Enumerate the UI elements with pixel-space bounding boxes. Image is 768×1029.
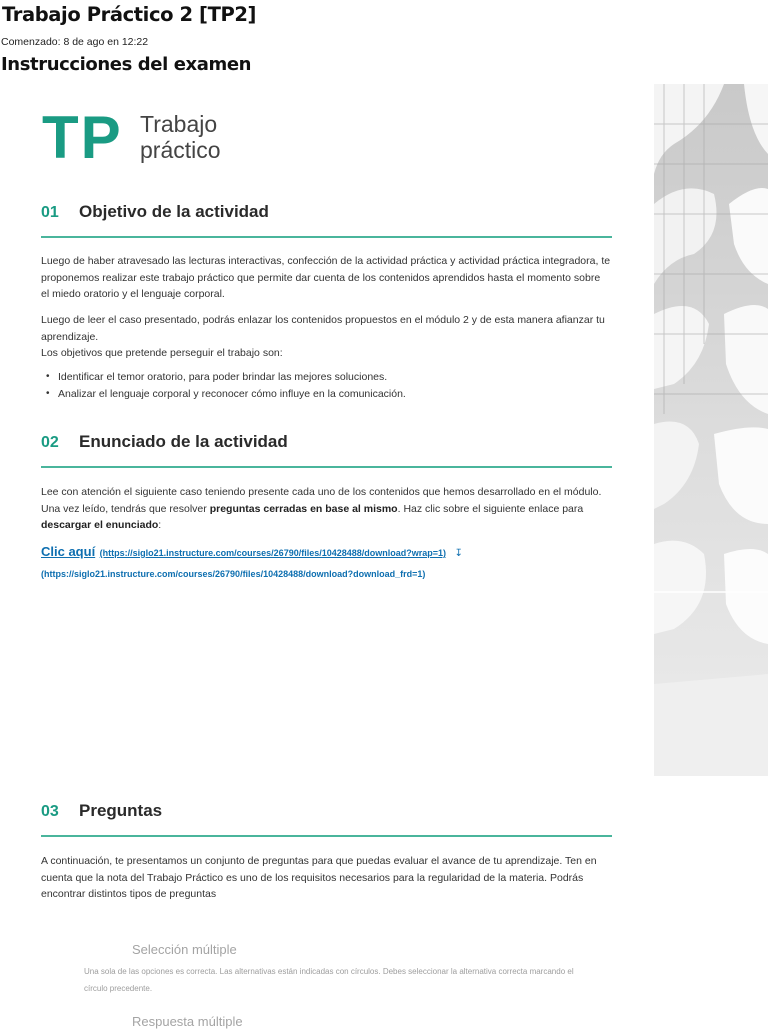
section-number: 01 bbox=[41, 204, 59, 221]
preguntas-paragraph: A continuación, te presentamos un conjunto de preguntas para que puedas evaluar el avance de tu aprendizaje. Ten en cuenta que la nota del Trabajo Práctico es uno de los requisitos necesarios para la regularidad de la materia. Podrás encontrar distintos tipos de preguntas bbox=[41, 855, 597, 900]
started-timestamp: Comenzado: 8 de ago en 12:22 bbox=[1, 36, 149, 48]
section-number: 02 bbox=[41, 434, 59, 451]
section-header-preguntas bbox=[41, 799, 612, 837]
objetivo-paragraph-2: Luego de leer el caso presentado, podrás enlazar los contenidos propuestos en el módulo 2 y de esta manera afianzar tu aprendizaje. bbox=[41, 314, 605, 343]
objetivo-paragraph: Luego de haber atravesado las lecturas interactivas, confección de la actividad práctica y actividad práctica integradora, te proponemos realizar este trabajo práctico que permite dar cuenta de los contenidos aprendidos hasta el momento sobre el miedo oratorio y el lenguaje corporal. bbox=[41, 255, 611, 300]
tp-logo-letters: TP bbox=[42, 104, 123, 171]
decorative-side-image bbox=[654, 84, 768, 776]
section-number: 03 bbox=[41, 803, 59, 820]
section-title: Preguntas bbox=[79, 801, 163, 820]
section-header-enunciado bbox=[41, 430, 612, 468]
section-title: Enunciado de la actividad bbox=[79, 432, 288, 451]
download-url-link[interactable]: (https://siglo21.instructure.com/courses/26790/files/10428488/download?download_frd=1) bbox=[41, 569, 426, 579]
question-type-title: Respuesta múltiple bbox=[132, 1014, 243, 1029]
tp-logo-word1: Trabajo bbox=[140, 111, 218, 137]
tp-logo-word2: práctico bbox=[140, 137, 221, 163]
question-type-title: Selección múltiple bbox=[132, 942, 237, 957]
section-title: Objetivo de la actividad bbox=[79, 202, 269, 221]
section-header-objetivo bbox=[41, 200, 612, 238]
list-item: • Identificar el temor oratorio, para poder brindar las mejores soluciones. bbox=[41, 369, 611, 386]
objetivo-paragraph-3: Los objetivos que pretende perseguir el trabajo son: bbox=[41, 347, 283, 359]
download-icon[interactable]: ↧ bbox=[454, 548, 463, 559]
enunciado-paragraph: Lee con atención el siguiente caso teniendo presente cada uno de los contenidos que hemos desarrollado en el módulo. Una vez leído, tendrás que resolver preguntas cerradas en base al mismo. Haz clic sobre el siguiente enlace para descargar el enunciado: bbox=[41, 486, 602, 531]
objetivos-list bbox=[41, 369, 611, 402]
link-url[interactable]: (https://siglo21.instructure.com/courses/26790/files/10428488/download?wrap=1) bbox=[99, 548, 447, 558]
clic-aqui-link[interactable]: Clic aquí bbox=[41, 544, 96, 559]
abstract-architecture-graphic bbox=[654, 84, 768, 776]
download-link[interactable] bbox=[41, 543, 463, 561]
question-type-description: Una sola de las opciones es correcta. Las alternativas están indicadas con círculos. Debes seleccionar la alternativa correcta marcando el círculo precedente. bbox=[84, 967, 574, 993]
instructions-heading: Instrucciones del examen bbox=[1, 54, 252, 75]
page-title: Trabajo Práctico 2 [TP2] bbox=[2, 3, 257, 26]
list-item: • Analizar el lenguaje corporal y reconocer cómo influye en la comunicación. bbox=[41, 386, 611, 403]
